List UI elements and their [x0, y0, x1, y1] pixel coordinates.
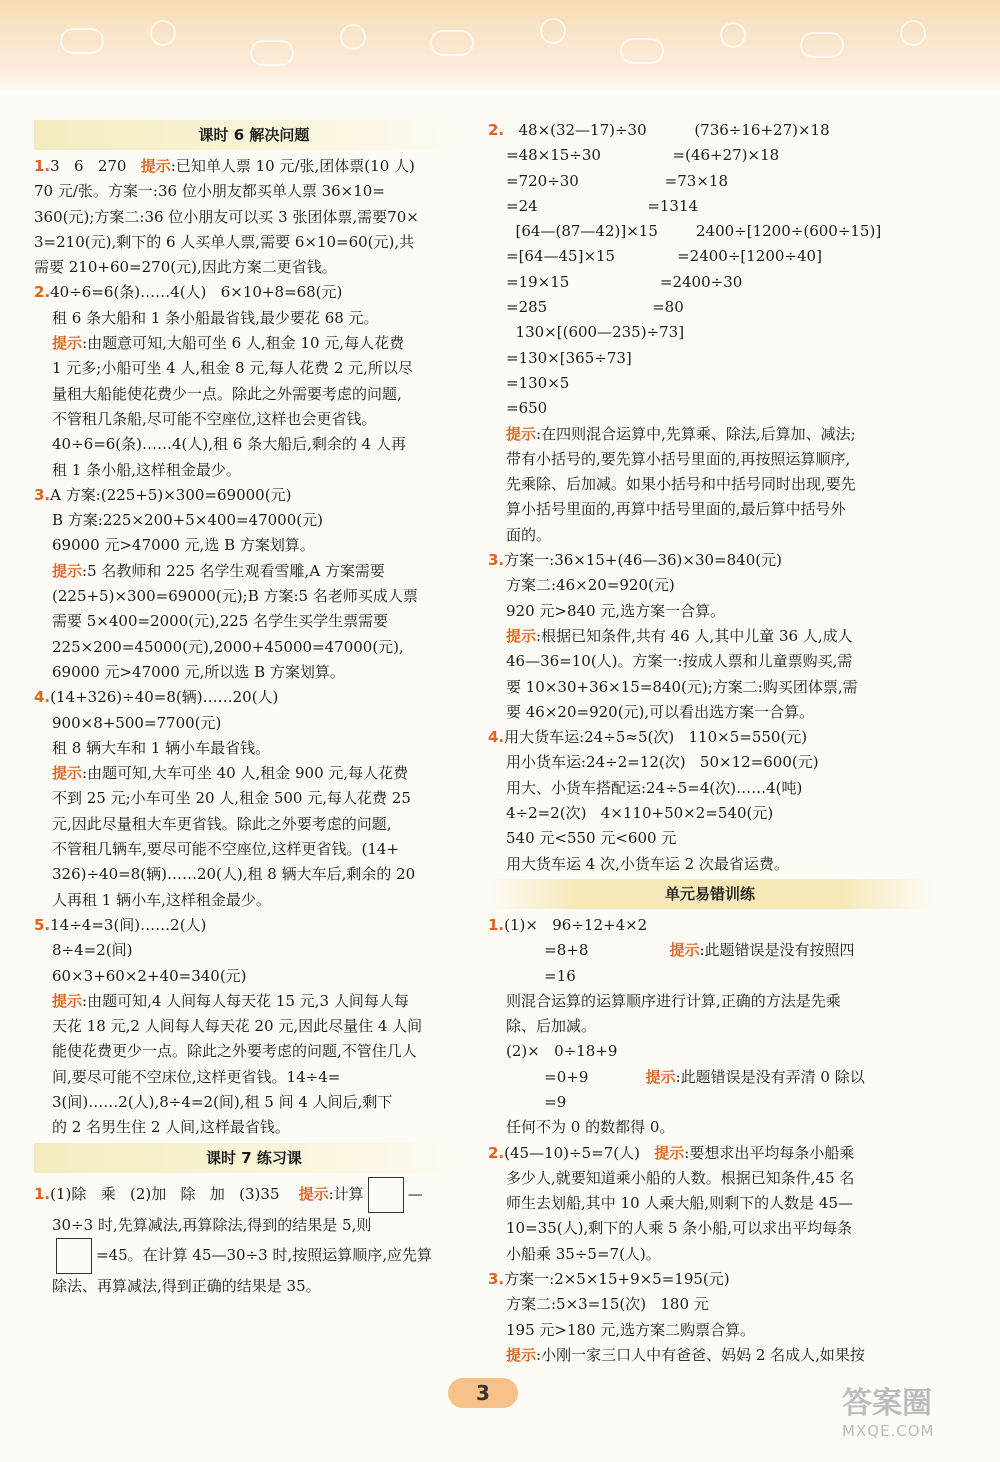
line-text: 需要 210+60=270(元),因此方案二更省钱。 — [34, 258, 337, 277]
line-text: =720÷30 =73×18 — [506, 171, 728, 190]
section-header: 课时 7 练习课 — [34, 1143, 474, 1173]
line-text: 则混合运算的运算顺序进行计算,正确的方法是先乘 — [506, 991, 841, 1010]
text-line — [488, 750, 932, 775]
line-text: 方案一:2×5×15+9×5=195(元) — [504, 1270, 730, 1289]
text-line — [488, 497, 932, 522]
text-line — [34, 179, 474, 204]
line-text: 元,因此尽量租大车更省钱。除此之外要考虑的问题, — [52, 814, 392, 833]
text-line — [34, 1090, 474, 1115]
line-text: 40÷6=6(条)……4(人),租 6 条大船后,剩余的 4 人再 — [52, 435, 406, 454]
line-text: 30÷3 时,先算减法,再算除法,得到的结果是 5,则 — [52, 1215, 372, 1234]
right-column — [488, 118, 932, 1368]
text-line — [488, 700, 932, 725]
text-line — [488, 320, 932, 345]
text-line — [488, 1292, 932, 1317]
line-text: 4÷2=2(次) 4×110+50×2=540(元) — [506, 804, 774, 823]
text-line — [488, 801, 932, 826]
moon-icon — [340, 24, 366, 50]
line-text: 不到 25 元;小车可坐 20 人,租金 500 元,每人花费 25 — [52, 789, 411, 808]
text-line — [488, 143, 932, 168]
line-text: 3=210(元),剩下的 6 人买单人票,需要 6×10=60(元),共 — [34, 232, 415, 251]
line-text: 的 2 名男生住 2 人间,这样最省钱。 — [52, 1118, 290, 1137]
text-line — [34, 280, 474, 305]
text-line — [34, 837, 474, 862]
hint-label: 提示 — [654, 1143, 685, 1162]
text-line — [34, 888, 474, 913]
text-line — [34, 1177, 474, 1213]
line-text: =16 — [506, 966, 576, 985]
text-line — [488, 624, 932, 649]
section-header: 单元易错训练 — [488, 879, 932, 909]
line-text: 量租大船能使花费少一点。除此之外需要考虑的问题, — [52, 384, 402, 403]
watermark-url: MXQE.COM — [842, 1422, 935, 1440]
line-text: 14÷4=3(间)……2(人) — [50, 915, 207, 934]
line-text: 326)÷40=8(辆)……20(人),租 8 辆大车后,剩余的 20 — [52, 865, 416, 884]
text-line — [488, 548, 932, 573]
line-text: 不管租几条船,尽可能不空座位,这样也会更省钱。 — [52, 409, 377, 428]
line-text: 需要 5×400=2000(元),225 名学生买学生票需要 — [52, 612, 389, 631]
text-line — [488, 725, 932, 750]
hint-label: 提示 — [506, 424, 537, 443]
question-number: 3. — [488, 551, 505, 570]
text-line — [34, 913, 474, 938]
text-line — [488, 675, 932, 700]
question-number: 2. — [488, 1143, 505, 1162]
text-line — [488, 989, 932, 1014]
line-text: A 方案:(225+5)×300=69000(元) — [50, 485, 292, 504]
text-line — [34, 685, 474, 710]
line-text: 多少人,就要知道乘小船的人数。根据已知条件,45 名 — [506, 1168, 855, 1187]
line-text: 租 1 条小船,这样租金最少。 — [52, 460, 241, 479]
moon-icon — [150, 20, 176, 46]
hint-text: :计算 — [328, 1184, 364, 1203]
text-line — [34, 154, 474, 179]
line-text: =45。在计算 45—30÷3 时,按照运算顺序,应先算 — [96, 1245, 433, 1264]
text-line — [34, 230, 474, 255]
line-text: 除法、再算减法,得到正确的结果是 35。 — [52, 1276, 321, 1295]
text-line — [34, 736, 474, 761]
hint-label: 提示 — [52, 764, 83, 783]
line-text: 540 元<550 元<600 元 — [506, 829, 677, 848]
text-line — [488, 1318, 932, 1343]
hint-text: :已知单人票 10 元/张,团体票(10 人) — [170, 157, 415, 175]
line-text: (2)× 0÷18+9 — [506, 1042, 618, 1061]
question-number: 3. — [488, 1270, 505, 1289]
line-text: 方案一:36×15+(46—36)×30=840(元) — [504, 551, 782, 570]
blank-box — [368, 1177, 404, 1213]
question-number: 4. — [488, 728, 505, 747]
hint-text: :要想求出平均每条小船乘 — [684, 1143, 855, 1162]
line-text: 先乘除、后加减。如果小括号和中括号同时出现,要先 — [506, 475, 856, 494]
line-text: =9 — [506, 1092, 567, 1111]
text-line — [488, 1216, 932, 1241]
text-line — [34, 1014, 474, 1039]
line-text: =8+8 — [506, 941, 670, 960]
text-line — [488, 649, 932, 674]
line-text: 天花 18 元,2 人间每人每天花 20 元,因此尽量住 4 人间 — [52, 1017, 423, 1036]
text-line — [488, 447, 932, 472]
text-line — [488, 1166, 932, 1191]
line-text: B 方案:225×200+5×400=47000(元) — [52, 511, 323, 530]
line-text: 225×200=45000(元),2000+45000=47000(元), — [52, 637, 404, 656]
text-line — [34, 205, 474, 230]
line-text: 方案二:5×3=15(次) 180 元 — [506, 1295, 709, 1314]
question-number: 1. — [34, 1184, 51, 1203]
text-line — [488, 270, 932, 295]
text-line — [34, 533, 474, 558]
question-number: 1. — [34, 157, 51, 175]
line-text: 48×(32—17)÷30 (736÷16+27)×18 — [504, 121, 830, 139]
line-text: =130×5 — [506, 373, 570, 392]
line-text: (45—10)÷5=7(人) — [504, 1143, 655, 1162]
line-text: 40÷6=6(条)……4(人) 6×10+8=68(元) — [50, 283, 343, 302]
text-line — [34, 1274, 474, 1299]
line-text: =[64—45]×15 =2400÷[1200÷40] — [506, 247, 822, 266]
line-text: =0+9 — [506, 1067, 646, 1086]
text-line — [488, 1090, 932, 1115]
text-line — [34, 306, 474, 331]
text-line — [488, 964, 932, 989]
cloud-icon — [620, 38, 664, 64]
text-line — [34, 356, 474, 381]
watermark-logo-text: 答案圈 — [842, 1386, 932, 1421]
line-text: (225+5)×300=69000(元);B 方案:5 名老师买成人票 — [52, 587, 418, 606]
line-text: 用大货车运:24÷5≈5(次) 110×5=550(元) — [504, 728, 808, 747]
hint-text: :由题可知,大车可坐 40 人,租金 900 元,每人花费 — [82, 764, 409, 783]
hint-text: :此题错误是没有弄清 0 除以 — [675, 1067, 865, 1086]
text-line — [488, 1191, 932, 1216]
hint-label: 提示 — [140, 157, 171, 175]
text-line — [34, 508, 474, 533]
text-line — [488, 295, 932, 320]
text-line — [34, 458, 474, 483]
line-text: [64—(87—42)]×15 2400÷[1200÷(600÷15)] — [506, 222, 882, 241]
question-number: 4. — [34, 688, 51, 707]
line-text: 任何不为 0 的数都得 0。 — [506, 1118, 675, 1137]
text-line — [488, 422, 932, 447]
hint-text: :在四则混合运算中,先算乘、除法,后算加、减法; — [536, 424, 856, 443]
cloud-icon — [250, 40, 294, 66]
line-text: =285 =80 — [506, 298, 684, 317]
text-line — [488, 1141, 932, 1166]
line-text: 小船乘 35÷5=7(人)。 — [506, 1244, 661, 1263]
line-text: =24 =1314 — [506, 196, 699, 215]
question-number: 1. — [488, 915, 505, 934]
text-line — [34, 483, 474, 508]
line-text: 师生去划船,其中 10 人乘大船,则剩下的人数是 45— — [506, 1194, 854, 1213]
text-line — [488, 1014, 932, 1039]
hint-label: 提示 — [298, 1184, 329, 1203]
text-line — [34, 1115, 474, 1140]
text-line — [34, 660, 474, 685]
watermark — [842, 1378, 992, 1454]
hint-text: :此题错误是没有按照四 — [699, 941, 855, 960]
text-line — [34, 964, 474, 989]
line-text: 除、后加减。 — [506, 1017, 597, 1036]
line-text: 69000 元>47000 元,所以选 B 方案划算。 — [52, 662, 345, 681]
text-line — [488, 826, 932, 851]
moon-icon — [900, 20, 926, 46]
line-text: 不管租几辆车,要尽可能不空座位,这样更省钱。(14+ — [52, 840, 400, 859]
hint-label: 提示 — [669, 941, 700, 960]
question-number: 2. — [34, 283, 51, 302]
line-text: 要 46×20=920(元),可以看出选方案一合算。 — [506, 702, 815, 721]
text-line — [488, 1065, 932, 1090]
text-line — [34, 1039, 474, 1064]
text-line — [34, 432, 474, 457]
text-line — [488, 194, 932, 219]
text-line — [34, 1238, 474, 1274]
top-decorative-banner — [0, 0, 1000, 92]
hint-label: 提示 — [506, 626, 537, 645]
text-line — [488, 938, 932, 963]
line-text: 8÷4=2(间) — [52, 941, 133, 960]
line-text: 3 6 270 — [50, 157, 141, 175]
hint-label: 提示 — [52, 561, 83, 580]
cloud-icon — [60, 28, 104, 54]
text-line — [34, 761, 474, 786]
text-line — [34, 1213, 474, 1238]
text-line — [34, 711, 474, 736]
page-number: 3 — [448, 1378, 518, 1408]
blank-box — [56, 1238, 92, 1274]
line-text: 130×[(600—235)÷73] — [506, 323, 685, 342]
text-line — [488, 169, 932, 194]
line-text: 60×3+60×2+40=340(元) — [52, 966, 247, 985]
text-line — [34, 862, 474, 887]
line-text: 3(间)……2(人),8÷4=2(间),租 5 间 4 人间后,剩下 — [52, 1092, 393, 1111]
text-line — [488, 523, 932, 548]
text-line — [488, 1267, 932, 1292]
text-line — [488, 1242, 932, 1267]
text-line — [488, 573, 932, 598]
hint-text: :小刚一家三口人中有爸爸、妈妈 2 名成人,如果按 — [536, 1345, 865, 1364]
question-number: 5. — [34, 915, 51, 934]
line-text: 带有小括号的,要先算小括号里面的,再按照运算顺序, — [506, 449, 851, 468]
question-number: 2. — [488, 121, 505, 139]
line-text: 10=35(人),剩下的人乘 5 条小船,可以求出平均每条 — [506, 1219, 853, 1238]
question-number: 3. — [34, 485, 51, 504]
hint-text: :根据已知条件,共有 46 人,其中儿童 36 人,成人 — [536, 626, 853, 645]
text-line — [34, 584, 474, 609]
text-line — [488, 1039, 932, 1064]
line-text: 租 8 辆大车和 1 辆小车最省钱。 — [52, 738, 271, 757]
hint-text: :由题意可知,大船可坐 6 人,租金 10 元,每人花费 — [82, 334, 405, 353]
text-line — [34, 635, 474, 660]
text-line — [488, 396, 932, 421]
moon-icon — [720, 22, 746, 48]
line-text: — — [407, 1184, 423, 1203]
text-line — [488, 776, 932, 801]
hint-label: 提示 — [506, 1345, 537, 1364]
text-line — [34, 407, 474, 432]
text-line — [34, 382, 474, 407]
line-text: 用大、小货车搭配运:24÷5=4(次)……4(吨) — [506, 778, 803, 797]
text-line — [488, 219, 932, 244]
hint-label: 提示 — [52, 991, 83, 1010]
line-text: 195 元>180 元,选方案二购票合算。 — [506, 1320, 756, 1339]
text-line — [488, 244, 932, 269]
text-line — [488, 118, 932, 143]
line-text: 46—36=10(人)。方案一:按成人票和儿童票购买,需 — [506, 652, 853, 671]
text-line — [34, 1065, 474, 1090]
hint-text: :5 名教师和 225 名学生观看雪雕,A 方案需要 — [82, 561, 385, 580]
line-text: 方案二:46×20=920(元) — [506, 576, 675, 595]
text-line — [34, 559, 474, 584]
moon-icon — [540, 18, 566, 44]
line-text: 算小括号里面的,再算中括号里面的,最后算中括号外 — [506, 500, 846, 519]
text-line — [34, 938, 474, 963]
text-line — [488, 1115, 932, 1140]
text-line — [34, 786, 474, 811]
line-text: (1)除 乘 (2)加 除 加 (3)35 — [50, 1184, 299, 1203]
text-line — [488, 371, 932, 396]
line-text: =130×[365÷73] — [506, 348, 632, 367]
line-text: 360(元);方案二:36 位小朋友可以买 3 张团体票,需要70× — [34, 207, 419, 226]
hint-text: :由题可知,4 人间每人每天花 15 元,3 人间每人每 — [82, 991, 409, 1010]
text-line — [34, 331, 474, 356]
cloud-icon — [800, 32, 844, 58]
line-text: 人再租 1 辆小车,这样租金最少。 — [52, 890, 271, 909]
line-text: (14+326)÷40=8(辆)……20(人) — [50, 688, 279, 707]
line-text: =650 — [506, 399, 548, 418]
hint-label: 提示 — [52, 334, 83, 353]
text-line — [488, 913, 932, 938]
line-text: 920 元>840 元,选方案一合算。 — [506, 601, 726, 620]
line-text: 69000 元>47000 元,选 B 方案划算。 — [52, 536, 315, 555]
line-text: 面的。 — [506, 525, 552, 544]
text-line — [34, 812, 474, 837]
cloud-icon — [430, 30, 474, 56]
line-text: 70 元/张。方案一:36 位小朋友都买单人票 36×10= — [34, 182, 385, 201]
section-header: 课时 6 解决问题 — [34, 120, 474, 150]
line-text: (1)× 96÷12+4×2 — [504, 915, 648, 934]
line-text: 租 6 条大船和 1 条小船最省钱,最少要花 68 元。 — [52, 308, 379, 327]
text-line — [488, 346, 932, 371]
line-text: =48×15÷30 =(46+27)×18 — [506, 146, 780, 165]
line-text: 能使花费更少一点。除此之外要考虑的问题,不管住几人 — [52, 1042, 417, 1061]
text-line — [488, 1343, 932, 1368]
text-line — [488, 852, 932, 877]
text-line — [34, 609, 474, 634]
line-text: 1 元多;小船可坐 4 人,租金 8 元,每人花费 2 元,所以尽 — [52, 359, 413, 378]
line-text: 用小货车运:24÷2=12(次) 50×12=600(元) — [506, 753, 819, 772]
line-text: 用大货车运 4 次,小货车运 2 次最省运费。 — [506, 854, 789, 873]
left-column — [34, 118, 474, 1299]
line-text: 900×8+500=7700(元) — [52, 713, 222, 732]
text-line — [34, 989, 474, 1014]
line-text: 要 10×30+36×15=840(元);方案二:购买团体票,需 — [506, 677, 858, 696]
line-text: 间,要尽可能不空床位,这样更省钱。14÷4= — [52, 1067, 341, 1086]
hint-label: 提示 — [645, 1067, 676, 1086]
text-line — [34, 255, 474, 280]
text-line — [488, 599, 932, 624]
line-text: =19×15 =2400÷30 — [506, 272, 743, 291]
text-line — [488, 472, 932, 497]
